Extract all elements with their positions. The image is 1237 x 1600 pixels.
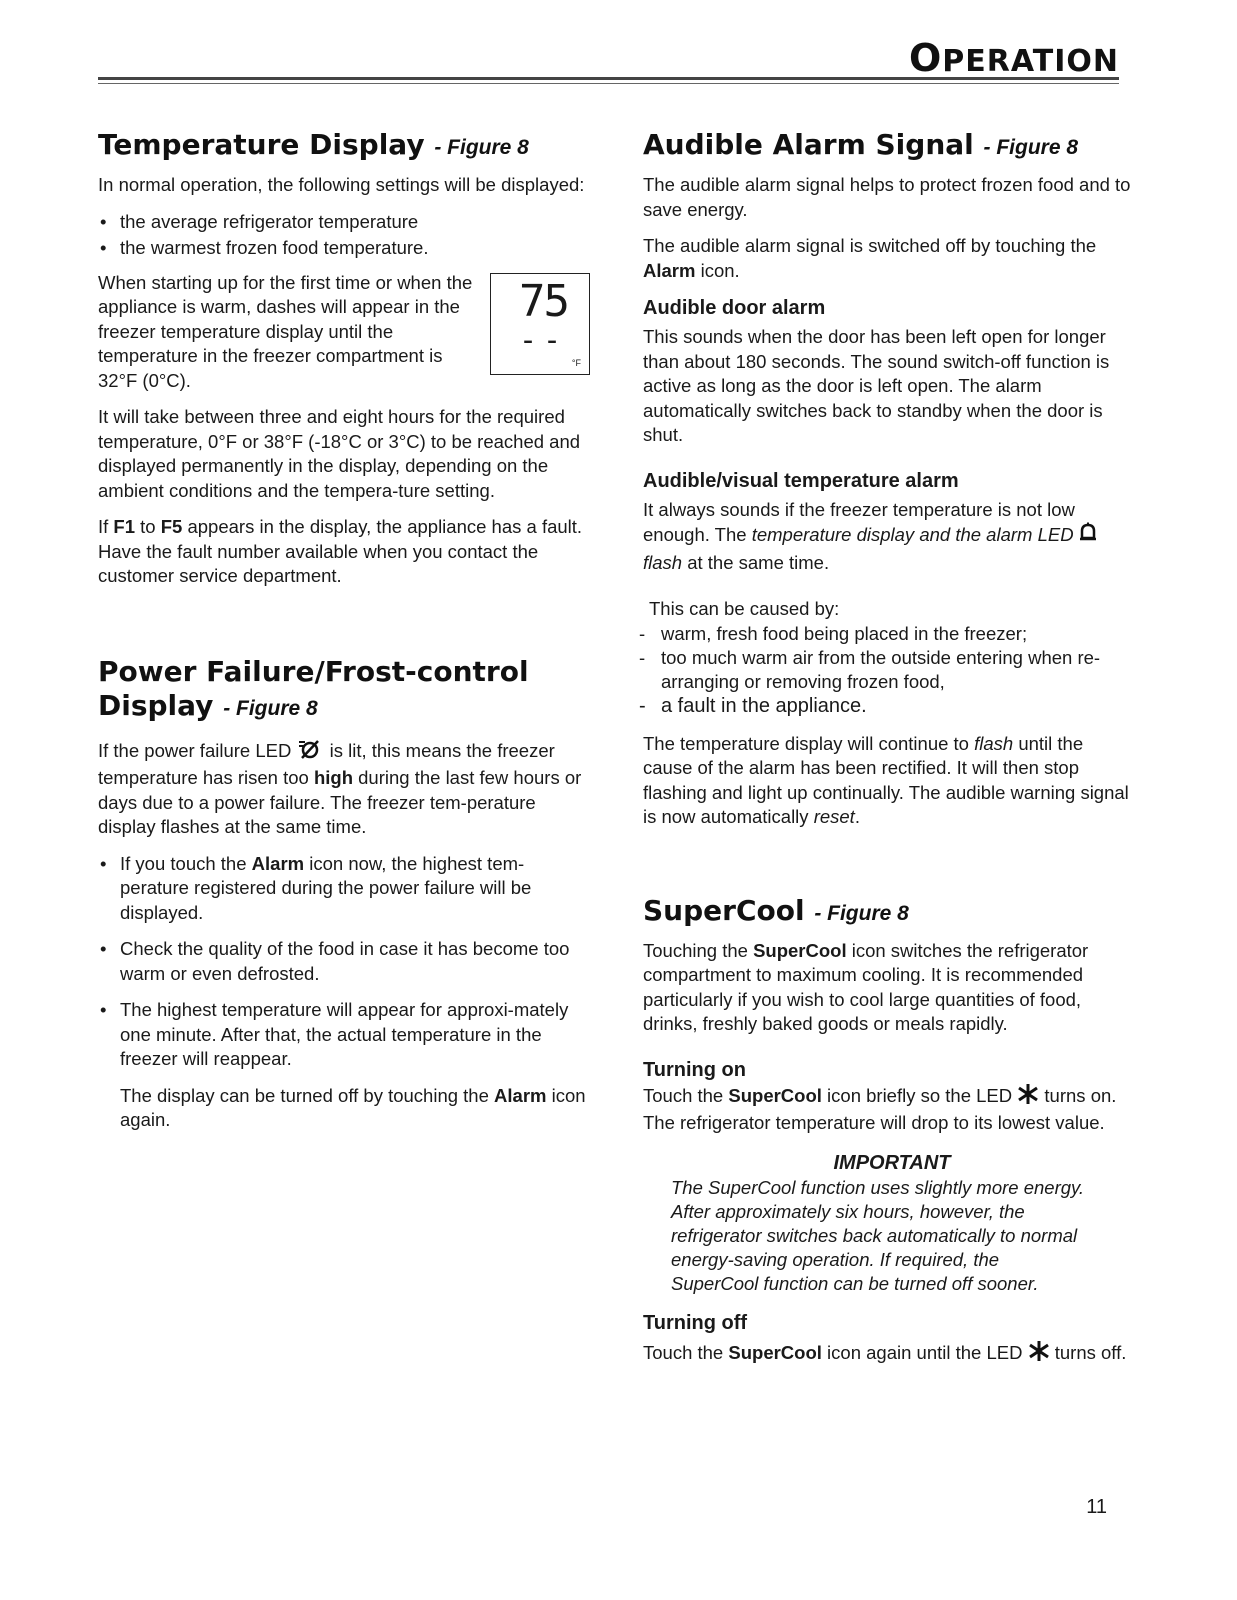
snowflake-icon bbox=[1028, 1340, 1050, 1369]
list-item: • the warmest frozen food temperature. bbox=[98, 236, 590, 261]
hours-text: It will take between three and eight hours for the required temperature, 0°F or 38°F (-18°C or 3°C) to be reached and displayed permanently in the display, depending on the ambient conditions and the tempera-ture setting. bbox=[98, 406, 581, 501]
header-rule bbox=[98, 77, 1119, 80]
startup-text: When starting up for the first time or when the appliance is warm, dashes will appear in the freezer temperature display until the temperature in the freezer compartment is 32°F (0°C). bbox=[98, 271, 473, 391]
list-item: • the average refrigerator temperature bbox=[98, 210, 590, 235]
list-item: - too much warm air from the outside entering when re-arranging or removing frozen food, bbox=[637, 646, 1133, 694]
important-text: The SuperCool function uses slightly more energy. After approximately six hours, however, the refrigerator switches back automatically to normal energy-saving operation. If required, the SuperCool function can be turned off sooner. bbox=[671, 1176, 1085, 1294]
caused-by-text: This can be caused by: bbox=[649, 598, 840, 619]
power-failure-text: If the power failure LED is lit, this means the freezer temperature has risen too high during the last few hours or days due to a power failure. The freezer tem-perature display flashes at the same time. bbox=[98, 739, 582, 837]
important-note bbox=[643, 1150, 1133, 1296]
list-item: • Check the quality of the food in case it has become too warm or even defrosted. bbox=[98, 937, 590, 986]
audible-intro: The audible alarm signal helps to protect frozen food and to save energy. bbox=[643, 174, 1131, 220]
section-title: OPERATION bbox=[908, 36, 1119, 80]
temp-alarm-heading: Audible/visual temperature alarm bbox=[643, 469, 959, 492]
temperature-display-section bbox=[98, 128, 590, 589]
audible-switch-off: The audible alarm signal is switched off by touching the Alarm icon. bbox=[643, 235, 1097, 281]
temperature-display-figure bbox=[490, 273, 590, 375]
continue-flash-text: The temperature display will continue to flash until the cause of the alarm has been rectified. It will then stop flashing and light up continually. The audible warning signal is now automatically reset. bbox=[643, 732, 1129, 827]
supercool-intro: Touching the SuperCool icon switches the refrigerator compartment to maximum cooling. It is recommended particularly if you wish to cool large quantities of food, drinks, freshly baked goods or meals rapidly. bbox=[643, 939, 1089, 1034]
page-number: 11 bbox=[1086, 1496, 1107, 1518]
turning-on-text: Touch the SuperCool icon briefly so the LED turns on. The refrigerator temperature will drop to its lowest value. bbox=[643, 1084, 1117, 1133]
door-alarm-heading: Audible door alarm bbox=[643, 297, 826, 319]
door-alarm-text: This sounds when the door has been left open for longer than about 180 seconds. The sound switch-off function is active as long as the door is left open. The alarm automatically switches back to standby when the door is shut. bbox=[643, 326, 1110, 445]
power-failure-heading: Power Failure/Frost-control Display - Figure 8 bbox=[98, 654, 529, 722]
list-item: • If you touch the Alarm icon now, the highest tem-perature registered during the power failure will be displayed. bbox=[98, 852, 590, 926]
bell-icon bbox=[1079, 522, 1097, 551]
audible-alarm-section bbox=[643, 128, 1133, 830]
list-item: • The highest temperature will appear for approxi-mately one minute. After that, the actual temperature in the freezer will reappear. bbox=[98, 998, 590, 1072]
turning-off-text: Touch the SuperCool icon again until the LED turns off. bbox=[643, 1340, 1133, 1369]
right-column bbox=[643, 128, 1133, 1380]
important-title: IMPORTANT bbox=[833, 1151, 951, 1174]
display-top-value: 75 bbox=[519, 275, 568, 327]
temperature-display-bullets bbox=[98, 210, 590, 261]
power-failure-led-icon bbox=[296, 738, 324, 767]
fault-text: If F1 to F5 appears in the display, the appliance has a fault. Have the fault number available when you contact the customer service department. bbox=[98, 516, 583, 586]
turning-off-heading: Turning off bbox=[643, 1311, 748, 1334]
list-item: - warm, fresh food being placed in the freezer; bbox=[637, 622, 1133, 646]
temperature-display-intro: In normal operation, the following settings will be displayed: bbox=[98, 174, 585, 195]
left-column bbox=[98, 128, 590, 1145]
power-failure-bullets bbox=[98, 852, 590, 1072]
audible-alarm-heading: Audible Alarm Signal - Figure 8 bbox=[643, 128, 1079, 161]
supercool-heading: SuperCool - Figure 8 bbox=[643, 893, 909, 927]
display-bottom-dashes: -- bbox=[519, 322, 568, 358]
causes-list bbox=[637, 622, 1133, 718]
header-rule-thin bbox=[98, 83, 1119, 84]
display-unit: °F bbox=[571, 357, 581, 368]
temp-alarm-text: It always sounds if the freezer temperature is not low enough. The temperature display and the alarm LED flash at the same time. bbox=[643, 498, 1133, 576]
supercool-section bbox=[643, 894, 1133, 1369]
power-failure-section bbox=[98, 655, 590, 1133]
snowflake-icon bbox=[1017, 1083, 1039, 1112]
list-item: - a fault in the appliance. bbox=[637, 694, 1133, 718]
display-off-text: The display can be turned off by touching the Alarm icon again. bbox=[120, 1084, 586, 1130]
temperature-display-heading: Temperature Display - Figure 8 bbox=[98, 128, 529, 161]
turning-on-heading: Turning on bbox=[643, 1058, 746, 1081]
